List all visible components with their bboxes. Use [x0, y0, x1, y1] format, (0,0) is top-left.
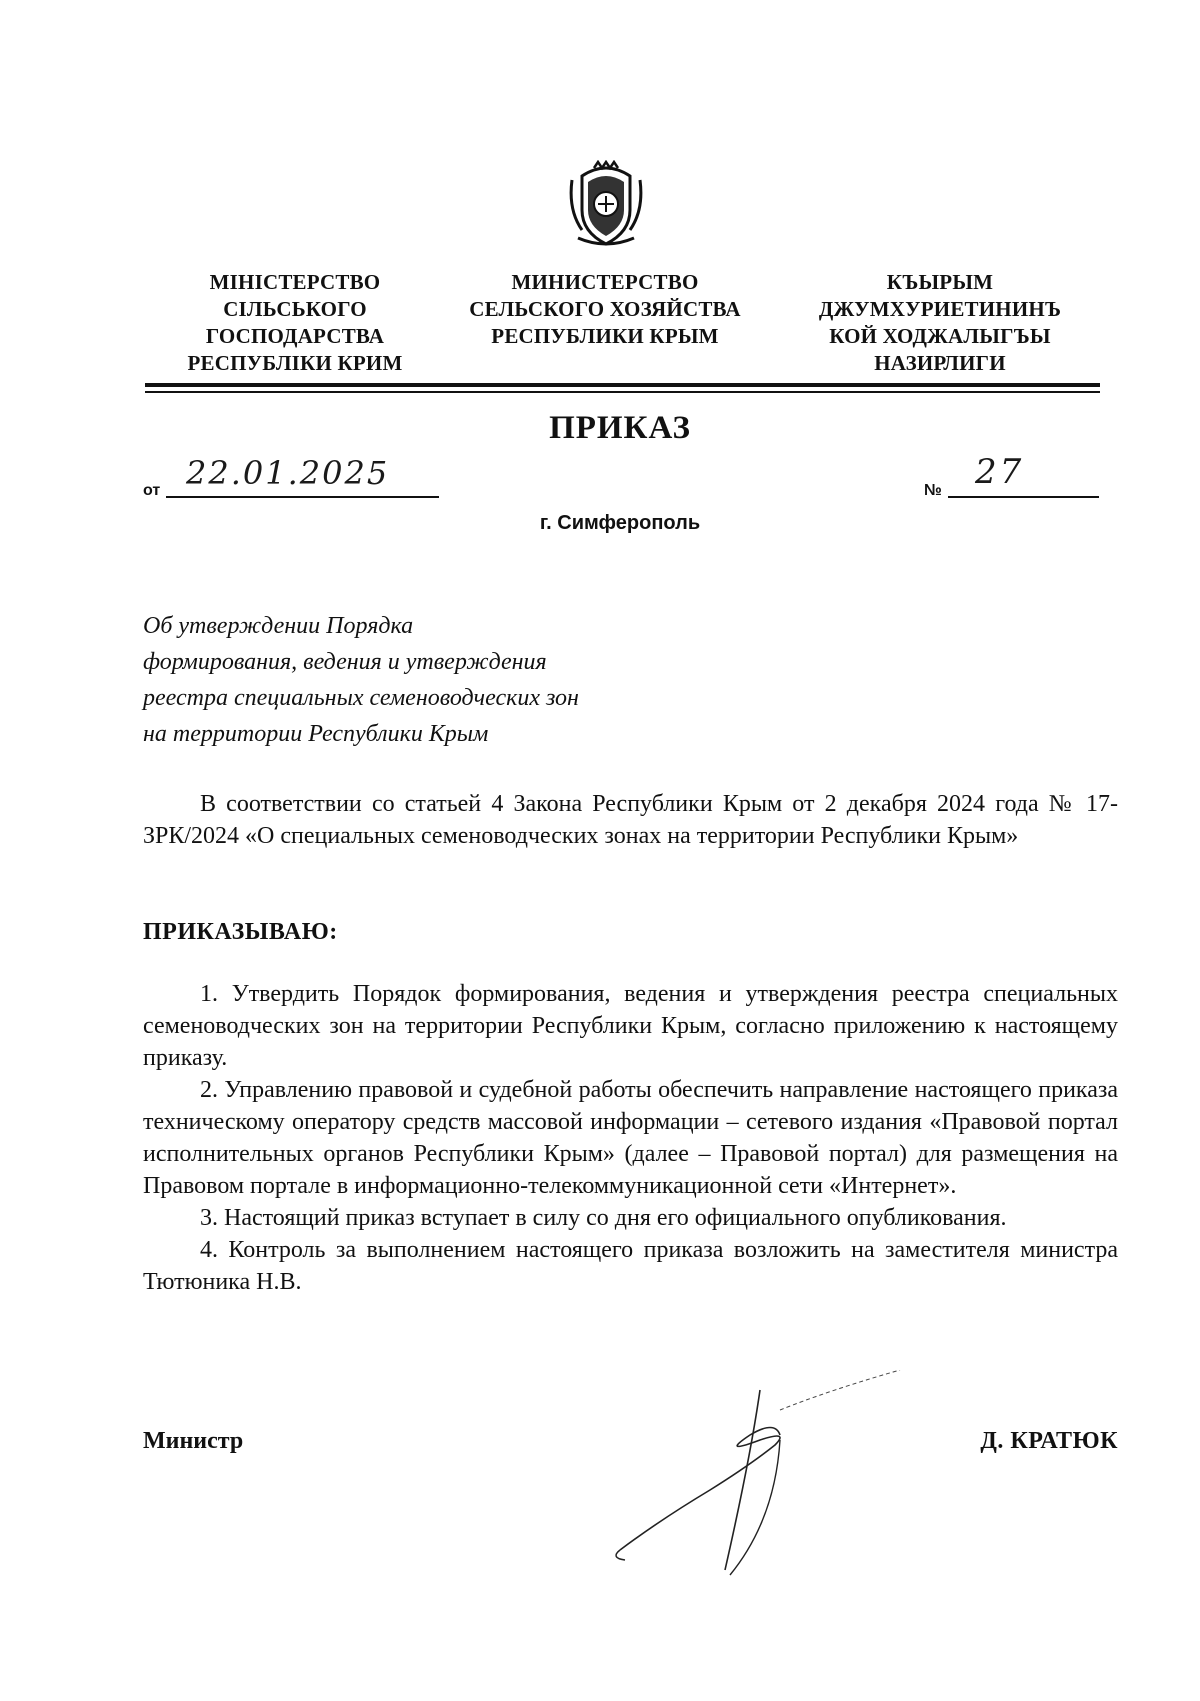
- header-line: ДЖУМХУРИЕТИНИНЪ: [818, 297, 1062, 321]
- header-divider-thin: [145, 391, 1100, 393]
- city: г. Симферополь: [539, 512, 701, 534]
- order-item: 1. Утвердить Порядок формирования, ведения и утверждения реестра специальных семеноводческих зон на территории Республики Крым, согласно приложению к настоящему приказу.: [143, 981, 1118, 1071]
- date-value: 22.01.2025: [186, 454, 390, 492]
- signer-position: Министр: [143, 1428, 244, 1454]
- preamble: В соответствии со статьей 4 Закона Республики Крым от 2 декабря 2024 года № 17-ЗРК/2024 «О специальных семеноводческих зонах на территории Республики Крым»: [143, 791, 1118, 849]
- crimea-coat-of-arms-icon: [568, 160, 644, 246]
- subject-line: на территории Республики Крым: [143, 721, 489, 747]
- date-underline: [166, 496, 439, 498]
- order-item: 2. Управлению правовой и судебной работы обеспечить направление настоящего приказа техническому оператору средств массовой информации – сетевого издания «Правовой портал исполнительных органов Республики Крым» (далее – Правовой портал) для размещения на Правовом портале в информационно-телекоммуникационной сети «Интернет».: [143, 1077, 1118, 1199]
- document-subject: [143, 608, 743, 752]
- header-line: НАЗИРЛИГИ: [874, 351, 1006, 375]
- header-line: РЕСПУБЛИКИ КРЫМ: [491, 324, 719, 348]
- number-label: №: [924, 482, 942, 499]
- number-value: 27: [975, 452, 1025, 492]
- order-item: 4. Контроль за выполнением настоящего приказа возложить на заместителя министра Тютюника Н.В.: [143, 1237, 1118, 1295]
- order-items: [143, 978, 1118, 1298]
- header-line: МИНИСТЕРСТВО: [511, 270, 699, 294]
- header-line: СЕЛЬСКОГО ХОЗЯЙСТВА: [469, 297, 741, 321]
- ministry-name-russian: [440, 269, 770, 350]
- subject-line: реестра специальных семеноводческих зон: [143, 685, 579, 711]
- signer-name: Д. КРАТЮК: [980, 1428, 1118, 1454]
- subject-line: формирования, ведения и утверждения: [143, 649, 547, 675]
- header-line: МІНІСТЕРСТВО: [209, 270, 381, 294]
- header-line: СІЛЬСЬКОГО: [223, 297, 367, 321]
- header-line: КОЙ ХОДЖАЛЫГЪЫ: [829, 324, 1051, 348]
- date-label: от: [143, 482, 161, 499]
- header-line: ГОСПОДАРСТВА: [205, 324, 385, 348]
- ministry-name-ukrainian: [160, 269, 430, 377]
- order-word: ПРИКАЗЫВАЮ:: [143, 919, 338, 945]
- number-underline: [948, 496, 1099, 498]
- order-item: 3. Настоящий приказ вступает в силу со дня его официального опубликования.: [200, 1205, 1007, 1231]
- header-line: РЕСПУБЛІКИ КРИМ: [187, 351, 403, 375]
- document-title: ПРИКАЗ: [549, 410, 691, 446]
- header-divider-thick: [145, 383, 1100, 387]
- header-line: КЪЫРЫМ: [886, 270, 994, 294]
- ministry-name-crimean-tatar: [780, 269, 1100, 377]
- handwritten-signature: [600, 1370, 940, 1590]
- subject-line: Об утверждении Порядка: [143, 613, 414, 639]
